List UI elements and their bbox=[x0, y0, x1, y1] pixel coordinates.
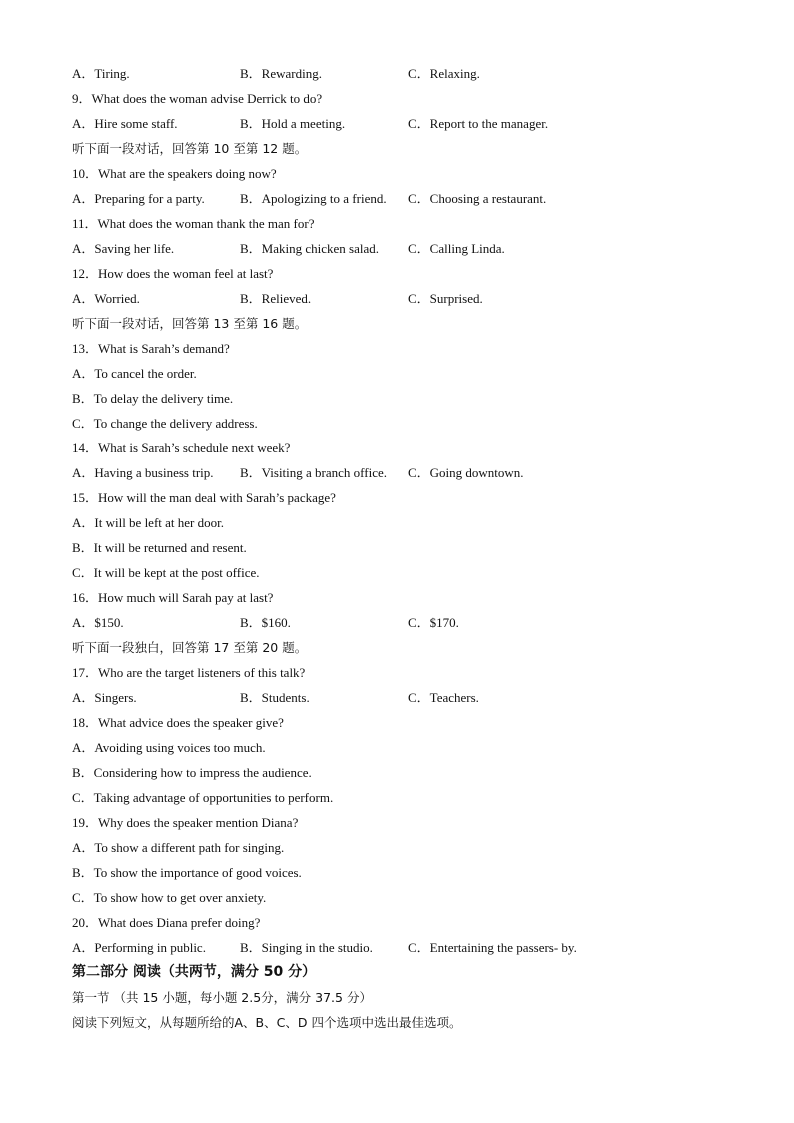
q10-question: 10．What are the speakers doing now? bbox=[72, 166, 277, 181]
q17-option-a: A．Singers. bbox=[72, 690, 137, 705]
q19-question: 19．Why does the speaker mention Diana? bbox=[72, 815, 299, 830]
instruction-13-16: 听下面一段对话，回答第 13 至第 16 题。 bbox=[72, 316, 308, 331]
q12-option-a: A．Worried. bbox=[72, 291, 140, 306]
q19-option-c: C．To show how to get over anxiety. bbox=[72, 890, 267, 905]
q19-option-b: B．To show the importance of good voices. bbox=[72, 865, 302, 880]
instruction-17-20: 听下面一段独白，回答第 17 至第 20 题。 bbox=[72, 640, 308, 655]
q13-option-c: C．To change the delivery address. bbox=[72, 416, 258, 431]
q14-option-b: B．Visiting a branch office. bbox=[240, 465, 387, 480]
q12-question: 12．How does the woman feel at last? bbox=[72, 266, 274, 281]
q11-option-c: C．Calling Linda. bbox=[408, 241, 505, 256]
q20-option-a: A．Performing in public. bbox=[72, 940, 206, 955]
q13-question: 13．What is Sarah’s demand? bbox=[72, 341, 230, 356]
q8-option-c: C．Relaxing. bbox=[408, 66, 480, 81]
q11-question: 11．What does the woman thank the man for? bbox=[72, 216, 315, 231]
q19-option-a: A．To show a different path for singing. bbox=[72, 840, 285, 855]
q13-option-b: B．To delay the delivery time. bbox=[72, 391, 234, 406]
q17-option-b: B．Students. bbox=[240, 690, 310, 705]
q10-option-b: B．Apologizing to a friend. bbox=[240, 191, 387, 206]
q17-option-c: C．Teachers. bbox=[408, 690, 479, 705]
part2-title: 第二部分 阅读（共两节，满分 50 分） bbox=[72, 964, 317, 980]
q20-option-b: B．Singing in the studio. bbox=[240, 940, 373, 955]
instruction-10-12: 听下面一段对话，回答第 10 至第 12 题。 bbox=[72, 141, 308, 156]
q16-option-a: A．$150. bbox=[72, 615, 124, 630]
q8-option-a: A．Tiring. bbox=[72, 66, 130, 81]
q15-option-a: A．It will be left at her door. bbox=[72, 515, 224, 530]
q18-question: 18．What advice does the speaker give? bbox=[72, 715, 284, 730]
q18-option-c: C．Taking advantage of opportunities to perform. bbox=[72, 790, 334, 805]
q15-question: 15．How will the man deal with Sarah’s package? bbox=[72, 490, 336, 505]
section1-instruction: 阅读下列短文，从每题所给的A、B、C、D 四个选项中选出最佳选项。 bbox=[72, 1015, 462, 1030]
q18-option-a: A．Avoiding using voices too much. bbox=[72, 740, 266, 755]
q9-option-b: B．Hold a meeting. bbox=[240, 116, 346, 131]
q13-option-a: A．To cancel the order. bbox=[72, 366, 197, 381]
q11-option-a: A．Saving her life. bbox=[72, 241, 175, 256]
q14-option-c: C．Going downtown. bbox=[408, 465, 524, 480]
q20-question: 20．What does Diana prefer doing? bbox=[72, 915, 261, 930]
q10-option-a: A．Preparing for a party. bbox=[72, 191, 205, 206]
q20-option-c: C．Entertaining the passers- by. bbox=[408, 940, 577, 955]
q18-option-b: B．Considering how to impress the audience. bbox=[72, 765, 312, 780]
section1-title: 第一节 （共 15 小题，每小题 2.5分，满分 37.5 分） bbox=[72, 990, 372, 1005]
q9-option-c: C．Report to the manager. bbox=[408, 116, 549, 131]
q16-option-c: C．$170. bbox=[408, 615, 459, 630]
q9-option-a: A．Hire some staff. bbox=[72, 116, 178, 131]
q14-option-a: A．Having a business trip. bbox=[72, 465, 214, 480]
q15-option-c: C．It will be kept at the post office. bbox=[72, 565, 260, 580]
q15-option-b: B．It will be returned and resent. bbox=[72, 540, 247, 555]
q12-option-c: C．Surprised. bbox=[408, 291, 483, 306]
q14-question: 14．What is Sarah’s schedule next week? bbox=[72, 440, 291, 455]
q8-option-b: B．Rewarding. bbox=[240, 66, 322, 81]
q10-option-c: C．Choosing a restaurant. bbox=[408, 191, 547, 206]
q17-question: 17．Who are the target listeners of this talk? bbox=[72, 665, 306, 680]
q11-option-b: B．Making chicken salad. bbox=[240, 241, 379, 256]
q12-option-b: B．Relieved. bbox=[240, 291, 312, 306]
q16-option-b: B．$160. bbox=[240, 615, 291, 630]
q16-question: 16．How much will Sarah pay at last? bbox=[72, 590, 274, 605]
q9-question: 9．What does the woman advise Derrick to do? bbox=[72, 91, 323, 106]
